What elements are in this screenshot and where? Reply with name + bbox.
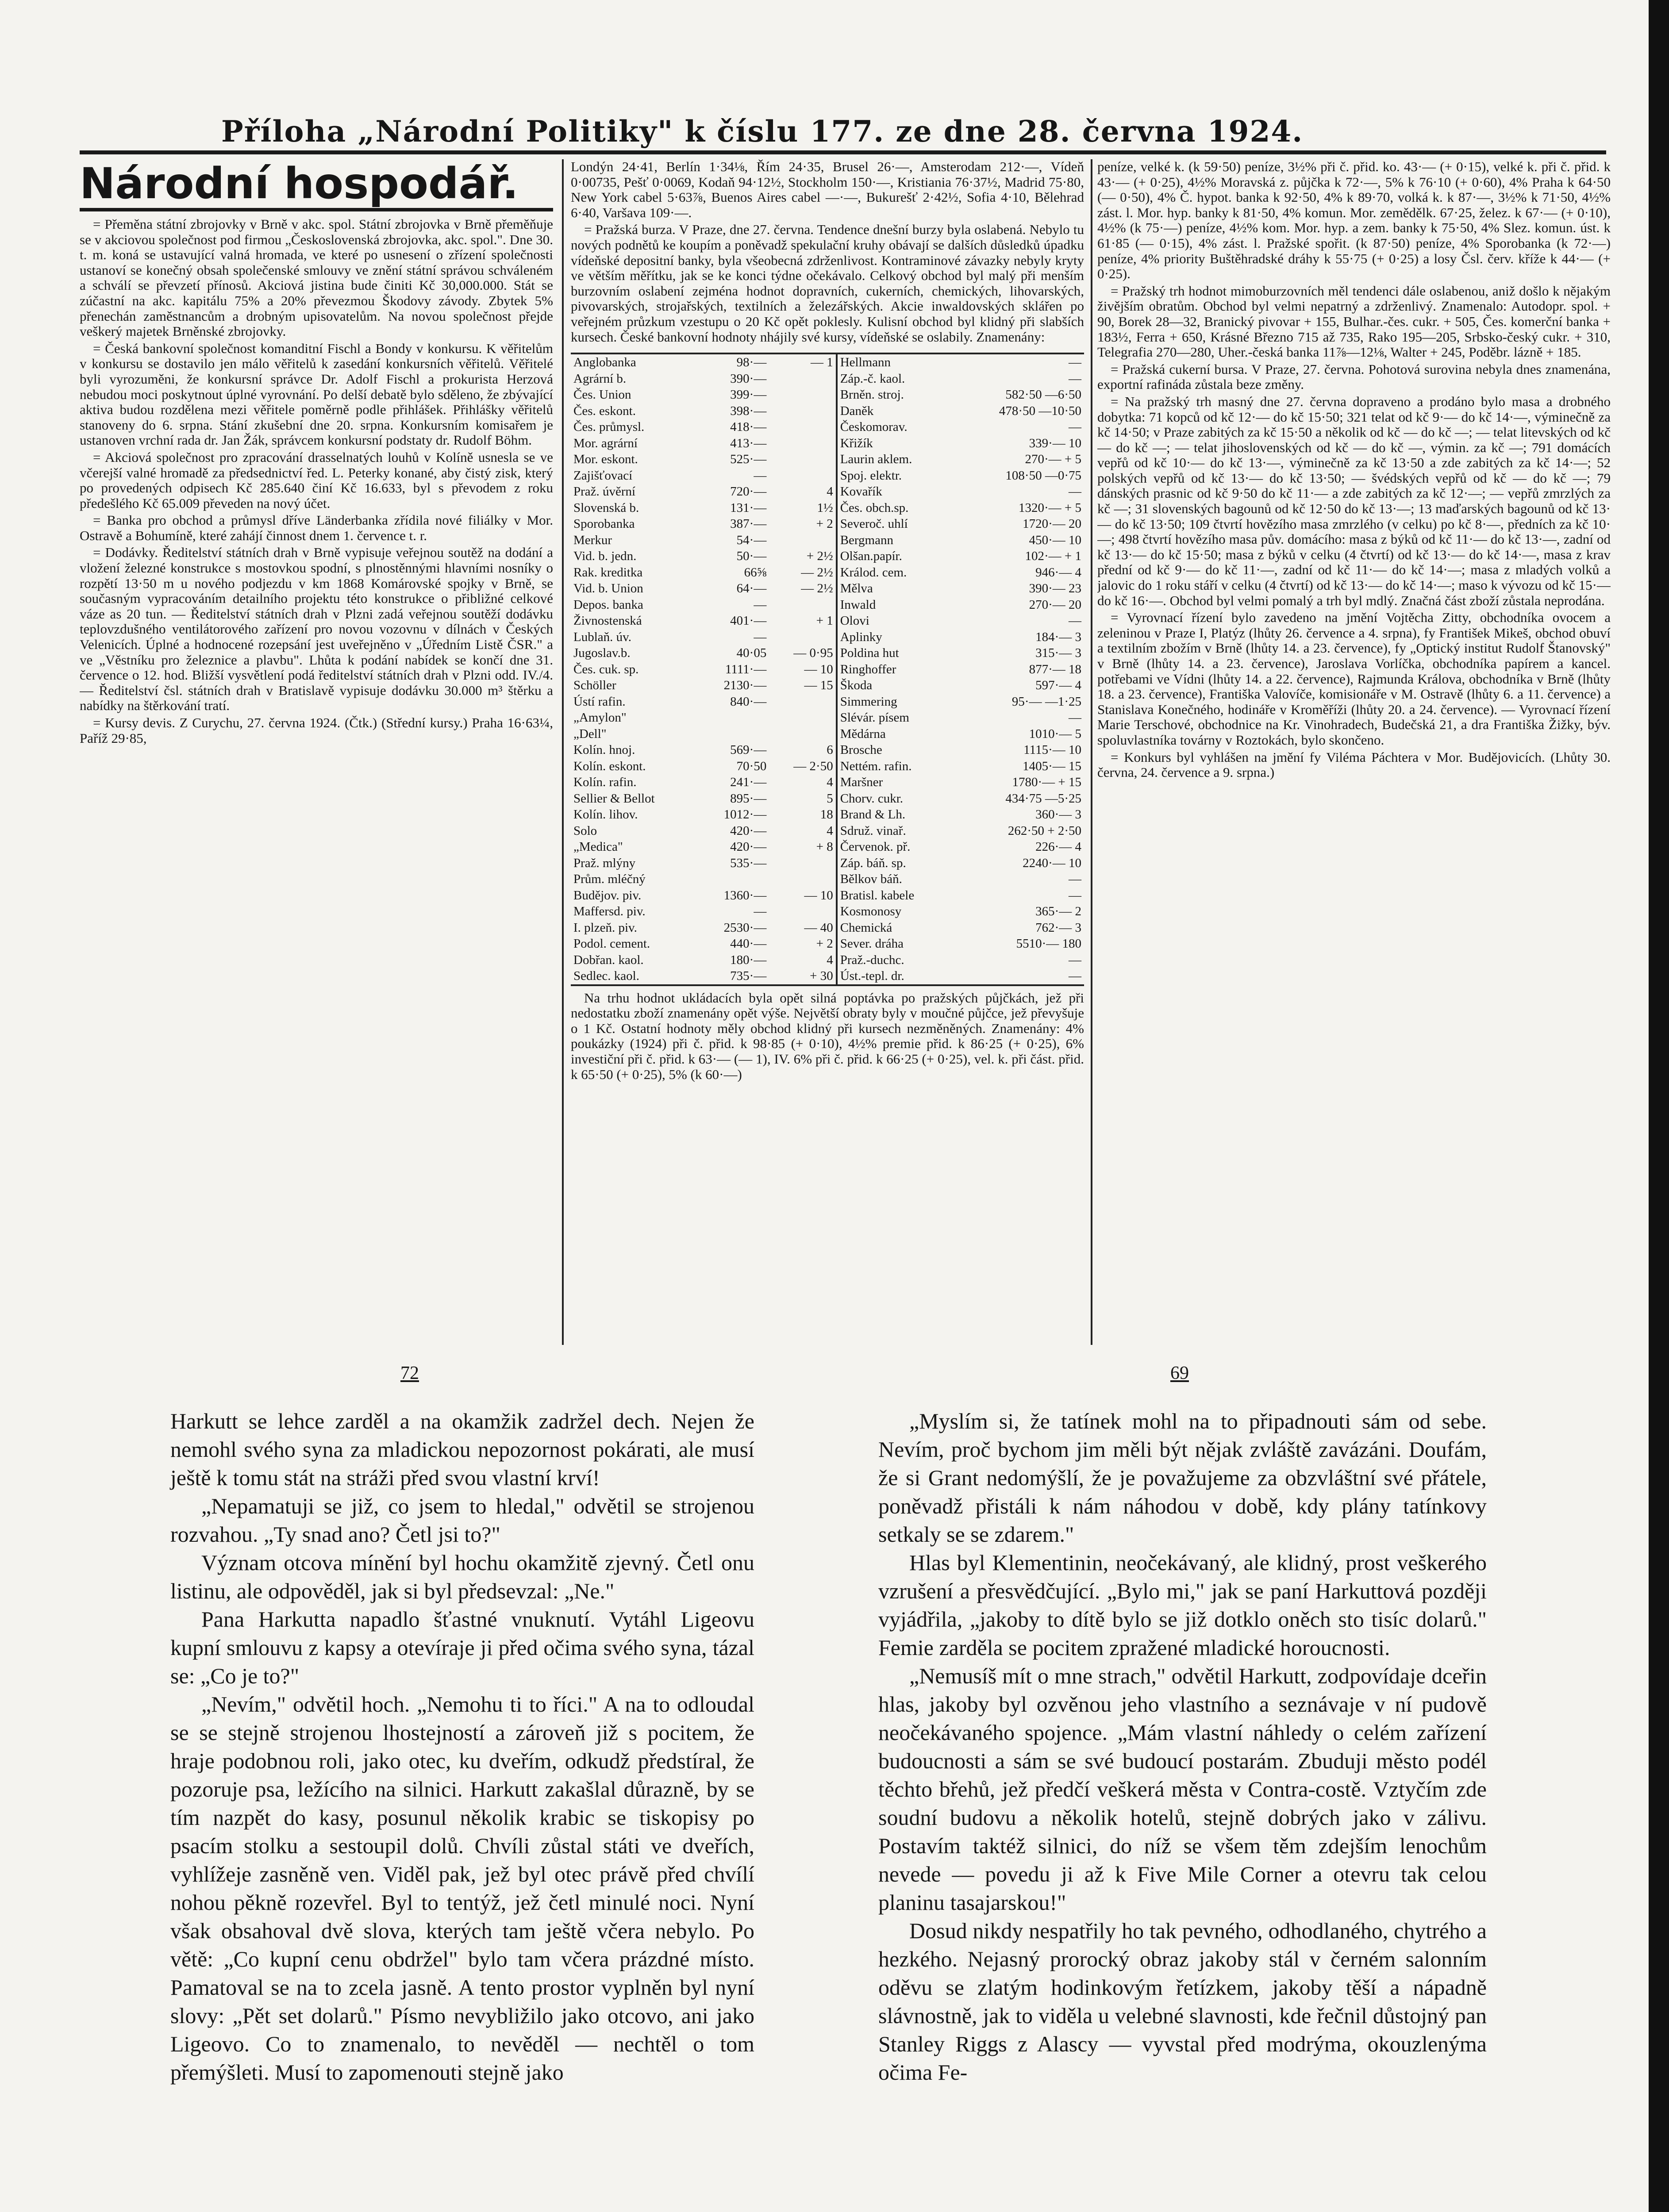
table-cell: Chemická [837,920,955,936]
table-cell: 50·— [736,549,767,564]
table-cell [769,419,836,435]
table-cell [769,403,836,419]
article: = Česká bankovní společnost komanditní Fischl a Bondy v konkursu. K věřitelům v konkursu se dostavilo jen málo věřitelů k zasedání konkursních věřitelů. Věřitelé byli vyrozuměni, že konkursní správce Dr. Adolf Fischl a prokurista Herzová nebudou moci poskytnout úplné vyrovnání. Po delší debatě bylo sděleno, že zbývající aktiva budou rozdělena mezi věřitele poměrně podle přihlášek. Přihlášky věřitelů stanoveny do 6. srpna. Stání zkušební dne 20. srpna. Konkursním komisařem je ustanoven vrchní rada dr. Jan Žák, správcem konkursní podstaty dr. Rudolf Böhm. [80,340,553,448]
table-cell: 946·— 4 [1035,565,1081,580]
column-markets [1097,159,1611,1354]
table-cell: Slévár. písem [837,710,955,726]
table-cell: 226·— 4 [1035,840,1081,854]
table-cell: Sever. dráha [837,936,955,952]
table-row [571,661,1084,678]
table-cell: 95·— —1·25 [1011,694,1081,709]
table-cell [769,435,836,452]
table-cell: — [754,597,767,612]
table-cell: — [1069,355,1081,370]
article: = Přeměna státní zbrojovky v Brně v akc. spol. Státní zbrojovka v Brně přeměňuje se v akciovou společnost pod firmou „Československá zbrojovka, akc. spol.". Dne 30. t. m. koná se ustavující valná hromada, ve které po usnesení o zřízení společnosti ustanoví se konečný obsah společenské smlouvy ve znění státní správou schváleném a schválí se převzetí přínosů. Akciová jistina bude činiti Kč 30,000.000. Stát se zúčastní na akc. kapitálu 75% a 20% převezmou Škodovy závody. Zbytek 5% přenechán zaměstnancům a drobným upisovatelům. Na novou společnost přejde veškerý majetek Brněnské zbrojovky. [80,216,553,339]
table-cell: 184·— 3 [1035,630,1081,644]
table-cell [769,903,836,920]
table-cell [769,387,836,403]
table-cell: Praž. úvěrní [573,484,636,499]
table-cell: — 2½ [801,581,833,596]
table-cell: 1320·— + 5 [1018,500,1081,515]
table-cell: Čes. eskont. [573,403,636,418]
table-cell: — [1069,872,1081,887]
table-cell: — [1069,710,1081,725]
table-cell [698,710,769,726]
table-cell: 98·— [736,355,767,370]
table-cell: Škoda [837,677,955,694]
table-cell: 1360·— [723,888,767,902]
table-cell: 420·— [730,840,767,854]
table-cell: 877·— 18 [1029,662,1081,676]
scan-edge [1649,0,1669,2212]
table-cell: 18 [820,807,833,822]
table-row [571,774,1084,791]
table-row [571,597,1084,613]
article: = Akciová společnost pro zpracování drasselnatých louhů v Kolíně usnesla se ve včerejší valné hromadě za předsednictví řed. L. Peterky konané, aby čistý zisk, který po provedených odpisech Kč 285.640 činí Kč 16.633, byl s převodem z roku předešlého Kč 65.009 převeden na nový účet. [80,449,553,511]
table-cell: Solo [573,823,597,838]
novel-page-right [878,1407,1487,2086]
article: peníze, velké k. (k 59·50) peníze, 3½% při č. přid. ko. 43·— (+ 0·15), velké k. při č. přid. k 43·— (+ 0·25), 4½% Moravská z. půjčka k 72·—, 5% k 76·10 (+ 0·60), 4% Praha k 64·50 (— 0·50), 4% Č. hypot. banka k 92·50, 4% k 89·70, volká k. k 87·—, 3½% k 71·50, 4½% zást. l. Mor. hyp. banky k 81·50, 4% komun. Mor. zemědělk. 67·25, želez. k 67·— (+ 0·10), 4½% (k 75·—) peníze, 4½% kom. Mor. hyp. a zem. banky k 75·50, 4% Slez. komun. úst. k 61·85 (— 0·15), 4% zást. l. Pražské spořit. (k 87·50) peníze, 4% Sporobanka (k 72·—) peníze, 4% priority Buštěhradské dráhy k 55·75 (+ 0·25) a losy Čsl. červ. kříže k 44·— (+ 0·25). [1097,159,1611,282]
table-cell: 413·— [730,436,767,450]
table-cell [769,629,836,645]
table-cell: Prům. mléčný [573,872,646,887]
table-cell: 4 [827,823,833,838]
table-row [571,353,1084,371]
table-cell: Bělkov báň. [837,871,955,887]
table-cell: 54·— [736,533,767,547]
section-title: Národní hospodář. [80,159,553,211]
table-cell: Ringhoffer [837,661,955,678]
table-cell: Daněk [837,403,955,419]
table-cell: 840·— [730,694,767,709]
table-cell: 180·— [730,952,767,967]
table-cell: 597·— 4 [1035,678,1081,693]
table-cell: Záp. báň. sp. [837,855,955,872]
table-cell: 262·50 + 2·50 [1008,823,1081,838]
table-cell: 1012·— [723,807,767,822]
table-cell: Kovařík [837,484,955,500]
table-cell: 315·— 3 [1035,646,1081,661]
table-cell: 64·— [736,581,767,596]
table-cell: Čes. průmysl. [573,420,645,434]
table-cell [769,694,836,710]
table-row [571,500,1084,516]
table-cell: Bergmann [837,532,955,549]
table-row [571,371,1084,387]
table-row [571,580,1084,597]
table-cell: 735·— [730,969,767,983]
table-cell: Anglobanka [573,355,636,370]
table-cell: Kolín. eskont. [573,759,646,773]
table-cell: Rak. kreditka [573,565,643,580]
column-divider-1 [562,159,564,1345]
table-cell: 6 [827,743,833,757]
table-row [571,532,1084,549]
table-cell: 582·50 —6·50 [1005,388,1081,402]
table-row [571,726,1084,742]
table-cell: Olšan.papír. [837,548,955,565]
table-cell: Maffersd. piv. [573,904,646,919]
column-divider-2 [1091,159,1092,1345]
table-cell: „Amylon" [573,710,627,725]
table-row [571,920,1084,936]
table-cell: Čes. cuk. sp. [573,662,639,676]
table-cell: + 30 [810,969,833,983]
table-cell: I. plzeň. piv. [573,920,637,935]
table-cell: 2130·— [723,678,767,693]
table-cell: 895·— [730,791,767,806]
table-cell: Sellier & Bellot [573,791,655,806]
table-row [571,823,1084,839]
table-row [571,936,1084,952]
table-cell: Lublaň. úv. [573,630,632,644]
table-cell: 5510·— 180 [1016,937,1081,951]
table-cell: Dobřan. kaol. [573,952,644,967]
table-cell: — [754,630,767,644]
table-cell: 525·— [730,452,767,467]
table-cell: Brosche [837,742,955,758]
table-cell: Křižík [837,435,955,452]
table-cell: 1111·— [725,662,767,676]
table-cell: 390·— [730,371,767,386]
table-cell: Brněn. stroj. [837,387,955,403]
table-cell: 390·— 23 [1029,581,1081,596]
table-row [571,645,1084,661]
table-cell: Schöller [573,678,616,693]
table-cell: 2240·— 10 [1023,856,1081,870]
table-cell: — 15 [804,678,833,693]
table-cell: Kolín. rafin. [573,775,637,790]
table-cell: 762·— 3 [1035,920,1081,935]
paragraph: Pana Harkutta napadlo šťastné vnuknutí. Vytáhl Ligeovu kupní smlouvu z kapsy a otevíraje ji před očima svého syna, tázal se: „Co je to?" [170,1607,754,1688]
table-cell: Inwald [837,597,955,613]
table-cell: 270·— + 5 [1025,452,1081,467]
table-cell: 5 [827,791,833,806]
table-row [571,871,1084,887]
article: = Pražská cukerní bursa. V Praze, 27. června. Pohotová surovina nebyla dnes znamenána, exportní rafináda zůstala beze změny. [1097,361,1611,392]
table-cell: Praž. mlýny [573,856,636,870]
header-rule [80,150,1606,154]
table-cell: Bratisl. kabele [837,887,955,904]
table-cell: 2530·— [723,920,767,935]
table-cell: 339·— 10 [1029,436,1081,450]
table-cell: — 40 [804,920,833,935]
table-cell: 40·05 [736,646,767,661]
article: = Vyrovnací řízení bylo zavedeno na jmění Vojtěcha Zitty, obchodníka ovocem a zeleninou v Praze I, Platýz (lhůty 26. července a 4. srpna), fy František Mikeš, obchod obuví a textilním zbožím v Brně (lhůty 14. a 23. července), fy „Optický institut Rudolf Štanovský" v Brně (lhůty 14. a 23. července), Jaroslava Vorlíčka, obchodníka papírem a kancel. potřebami ve Vídni (lhůty 14. a 22. července), Rajmunda Králova, obchodníka v Brně (lhůty 18. a 23. července), Františka Valovíče, komisionáře v M. Ostravě (lhůty 6. a 11. července) a Stanislava Konečného, hodináře v Kroměříži (lhůty 20. a 24. července). — Vyrovnací řízení Marie Terschové, obchodnice na Kr. Vinohradech, Budečská 21, a dra Františka Žižky, býv. spoluvlastníka továrny v Roztokách, bylo skončeno. [1097,610,1611,748]
table-cell [769,871,836,887]
column-exchange [571,159,1084,1354]
table-row [571,613,1084,629]
table-row [571,968,1084,985]
article: = Konkurs byl vyhlášen na jmění fy Viléma Páchtera v Mor. Budějovicích. (Lhůty 30. června, 24. července a 9. srpna.) [1097,749,1611,780]
table-row [571,548,1084,565]
paragraph: „Nevím," odvětil hoch. „Nemohu ti to říci." A na to odloudal se se stejně strojenou lhostejností a zároveň již s pocitem, že hraje podobnou roli, jako otec, ku dveřím, odkudž předstíral, že pozoruje psa, ležícího na silnici. Harkutt zakašlal důrazně, by se tím nazpět do kasy, posunul několik krabic se tiskopisy po psacím stolku a sestoupil dolů. Chvíli zůstal státi ve dveřích, vyhlížeje zasněně ven. Viděl pak, jež byl otec právě před chvílí nohou pěkně rozevřel. Byl to tentýž, jež četl minulé noci. Nyní však obsahoval dvě slova, kterých tam ještě včera nebylo. Po větě: „Co kupní cenu obdržel" bylo tam včera prázdné místo. Pamatoval se na to zcela jasně. A tento prostor vyplněn byl nyní slovy: „Pět set dolarů." Písmo nevybližilo jako otcovo, ani jako Ligeovo. Co to znamenalo, to nevěděl — nechtěl o tom přemýšleti. Musí to zapomenouti stejně jako [170,1692,754,2085]
paragraph: „Nemusíš mít o mne strach," odvětil Harkutt, zodpovídaje dceřin hlas, jakoby byl ozvěnou jeho vlastního a seznávaje v ní pudově neočekávaného spojence. „Mám vlastní náhledy o celém zařízení budoucnosti a sám se své budoucí postarám. Zbuduji město podél těchto břehů, jež předčí veškerá města v Contra-costě. Vztyčím zde soudní budovu a několik hotelů, stejně dobrých jako v zálivu. Postavím taktéž silnici, do níž se všem těm zdejším lenochům nevede — povedu ji až k Five Mile Corner a otevru tak celou planinu tasajarskou!" [878,1663,1487,1915]
market-quotes-table [571,353,1084,986]
table-row [571,952,1084,968]
table-cell: — [1069,969,1081,983]
table-cell: Brand & Lh. [837,806,955,823]
table-cell: — [1069,952,1081,967]
table-cell [769,726,836,742]
table-cell: — [754,468,767,483]
table-cell: Sedlec. kaol. [573,969,639,983]
table-cell: Olovi [837,613,955,629]
table-cell: — [1069,888,1081,902]
table-row [571,419,1084,435]
table-cell: — 10 [804,662,833,676]
article: = Na pražský trh masný dne 27. června dopraveno a prodáno bylo masa a drobného dobytka: 71 kopců od kč 12·— do kč 15·50; 321 telat od kč 9·— do kč 14·—, výminečně za kč 14·50; v Praze zabitých za kč 15·50 a několik od kč — do kč —; — telat litevských od kč — do kč —; — telat jihoslovenských od kč — do kč —, výmin. za kč —; 791 domácích vepřů od kč 10·— do kč 13·—, výminečně za kč 13·50 a zde zabitých za kč 14·—; 52 polských vepřů od kč 13·— do kč 13·50; — švédských vepřů od kč — do kč —; 79 dánských prasnic od kč 9·50 do kč 11·— a zde zabitých za kč 12·—; — vepřů zmrzlých za kč —; 31 slovenských bagounů od kč 12·50 do kč 13·—; 13 maďarských bagounů od kč 13·— do kč 13·50; 109 čtvrtí hovězího masa zmrzlého (v celku) po kč 8·—, předních za kč 10·—; 498 čtvrtí hovězího masa pův. domácího: masa z býků od kč 11·— do kč 13·—, zadní od kč 13·— do kč 15·50; masa z býků v celku (4 čtvrtí) od kč 13·— do kč 14·—, masa z krav přední od kč 9·— do kč 11·—, zadní od kč 11·— do kč 14·—; masa z mladých volků a jalovic do 1 roku stáří v celku (4 čtvrtí) od kč 13·— do kč 14·—; maso k vývozu od kč 15·— do kč 16·—. Obchod byl velmi pomalý a trh byl mdlý. Značná část zboží zůstala neprodána. [1097,393,1611,608]
table-cell [769,855,836,872]
table-cell: „Dell" [573,726,607,741]
article: = Kursy devis. Z Curychu, 27. června 1924. (Čtk.) (Střední kursy.) Praha 16·63¼, Paříž 29·85, [80,715,553,746]
table-cell [769,468,836,484]
table-cell: + 2 [816,517,833,531]
table-cell: Mor. agrární [573,436,638,450]
table-cell: — 1 [810,355,833,370]
table-cell: Poldina hut [837,645,955,661]
article: = Dodávky. Ředitelství státních drah v Brně vypisuje veřejnou soutěž na dodání a vložení železné konstrukce s mostovkou spodní, s plnostěnnými hlavními nosníky o rozpětí 13·50 m u nového podjezdu v km 1868 Komárovské spojky v Brně, se současným vypracováním detailního projektu této konstrukce o přibližné celkové váze as 20 tun. — Ředitelství státních drah v Plzni zadá veřejnou soutěží dodávku teplovzdušného ventilátorového zařízení pro novou vozovnu v dílnách v Českých Velenicích. Úplné a hodnocené rozepsání jest uveřejněno v „Úředním Listě ČSR." a ve „Věstníku pro železnice a plavbu". Lhůta k podání nabídek se končí dne 31. července o 12. hod. Bližší vysvětlení podá ředitelství státních drah v Plzni odd. IV./4. — Ředitelství čsl. státních drah v Bratislavě vypisuje dodávku 30.000 m³ štěrku a nabídky na štěrkování tratí. [80,545,553,714]
table-cell: Agrární b. [573,371,627,386]
table-cell: 450·— 10 [1029,533,1081,547]
table-cell: 1405·— 15 [1023,759,1081,773]
table-cell: 4 [827,484,833,499]
table-cell: 4 [827,952,833,967]
paragraph: Harkutt se lehce zarděl a na okamžik zadržel dech. Nejen že nemohl svého syna za mladickou nepozornost pokárati, ale musí ještě k tomu stát na stráži před svou vlastní krví! [170,1409,754,1490]
table-row [571,887,1084,904]
table-cell [698,871,769,887]
table-cell: 387·— [730,517,767,531]
table-cell: Kolín. hnoj. [573,743,635,757]
table-row [571,387,1084,403]
table-cell: 4 [827,775,833,790]
table-cell: Slovenská b. [573,500,639,515]
table-cell: Mor. eskont. [573,452,638,467]
paragraph: Význam otcova mínění byl hochu okamžitě zjevný. Četl onu listinu, ale odpověděl, jak si byl předsevzal: „Ne." [170,1550,754,1603]
table-cell: Maršner [837,774,955,791]
table-cell: Kosmonosy [837,903,955,920]
table-cell: — [1069,614,1081,628]
table-cell: — [1069,484,1081,499]
table-cell: Depos. banka [573,597,643,612]
table-cell: — [1069,420,1081,434]
table-row [571,565,1084,581]
table-cell [769,532,836,549]
table-row [571,484,1084,500]
table-cell: Českomorav. [837,419,955,435]
table-row [571,677,1084,694]
table-cell: Sdruž. vinař. [837,823,955,839]
table-cell: Chorv. cukr. [837,791,955,807]
table-cell: — 2·50 [793,759,833,773]
table-cell: Čes. obch.sp. [837,500,955,516]
table-cell: 1115·— 10 [1023,743,1081,757]
table-cell: 1780·— + 15 [1012,775,1081,790]
table-cell [769,451,836,468]
table-cell: Králod. cem. [837,565,955,581]
table-cell: 241·— [730,775,767,790]
table-cell: 1720·— 20 [1023,517,1081,531]
table-cell: Mědárna [837,726,955,742]
table-cell: 360·— 3 [1035,807,1081,822]
table-row [571,855,1084,872]
table-cell [769,371,836,387]
table-row [571,451,1084,468]
table-cell: 102·— + 1 [1025,549,1081,564]
article: = Pražská burza. V Praze, dne 27. června. Tendence dnešní burzy byla oslabená. Nebylo tu nových podnětů ke koupím a poněvadž spekulační kruhy obávají se dalších důsledků úpadku vídeňské depositní banky, byla všeobecná zdrženlivost. Kontraminové závazky nebyly kryty ve větším měřítku, jak se ke konci týdne očekávalo. Celkový obchod byl malý při menším burzovním oslabení zejména hodnot dopravních, cukerních, chemických, lihovarských, pivovarských, strojařských, textilních a železářských. Akcie inwaldovských sklářen po veřejném průzkum vzestupu o 20 Kč opět poklesly. Kulisní obchod byl klidný při slabších kursech. České bankovní hodnoty nhájily své kursy, vídeňské se oslabily. Znamenány: [571,222,1084,345]
table-cell: — [754,904,767,919]
table-cell: Kolín. lihov. [573,807,638,822]
table-cell: 365·— 2 [1035,904,1081,919]
table-cell: Sporobanka [573,517,635,531]
table-cell: 399·— [730,388,767,402]
masthead: Příloha „Národní Politiky" k číslu 177. ze dne 28. června 1924. [221,114,1304,149]
table-cell: 131·— [730,500,767,515]
table-cell: Jugoslav.b. [573,646,631,661]
table-row [571,435,1084,452]
table-cell: 270·— 20 [1029,597,1081,612]
table-cell: — [1069,371,1081,386]
table-cell: Podol. cement. [573,937,650,951]
table-cell: Simmering [837,694,955,710]
paragraph: Dosud nikdy nespatřily ho tak pevného, odhodlaného, chytrého a hezkého. Nejasný prorocký obraz jakoby stál v černém salonním oděvu se zlatým hodinkovým řetízkem, jakoby těší a nápadně slávnostně, jak to viděla u velebné slavnosti, kde řečnil důstojný pan Stanley Riggs z Alascy — vyvstal před modrýma, okouzlenýma očima Fe- [878,1918,1487,2085]
table-cell: + 8 [816,840,833,854]
table-cell: 108·50 —0·75 [1005,468,1081,483]
table-cell: 478·50 —10·50 [999,403,1081,418]
table-cell: 569·— [730,743,767,757]
table-cell [769,710,836,726]
paragraph: „Myslím si, že tatínek mohl na to připadnouti sám od sebe. Nevím, proč bychom jim měli být nějak zvláště zavázáni. Doufám, že si Grant nedomýšlí, že je považujeme za obzvláštní své přátele, poněvadž přistáli k nám náhodou v době, kdy plány tatínkovy setkaly se se zdarem." [878,1409,1487,1547]
table-cell: Aplinky [837,629,955,645]
table-cell: 535·— [730,856,767,870]
table-cell: 66⅝ [744,565,767,580]
table-cell: Úst.-tepl. dr. [837,968,955,985]
table-cell [698,726,769,742]
table-cell: Laurin aklem. [837,451,955,468]
table-cell: Praž.-duchc. [837,952,955,968]
table-cell: Ústí rafin. [573,694,626,709]
table-cell: + 2 [816,937,833,951]
table-row [571,758,1084,775]
table-cell: 70·50 [736,759,767,773]
table-cell: Hellmann [837,353,955,371]
table-cell: — 10 [804,888,833,902]
table-row [571,694,1084,710]
article: Na trhu hodnot ukládacích byla opět silná poptávka po pražských půjčkách, jež při nedostatku zboží znamenány opět výše. Největší obraty byly v moučné půjčce, jež převyšuje o 1 Kč. Ostatní hodnoty měly obchod klidný při kursech nezměněných. Znamenány: 4% poukázky (1924) při č. přid. k 98·85 (+ 0·10), 4½% premie přid. k 86·25 (+ 0·25), 6% investiční při č. přid. k 63·— (— 1), IV. 6% při č. přid. k 66·25 (+ 0·25), vel. k. při část. přid. k 65·50 (+ 0·25), 5% (k 60·—) [571,990,1084,1082]
table-cell: Spoj. elektr. [837,468,955,484]
column-economy [80,159,553,1354]
table-cell: 440·— [730,937,767,951]
page-number-left: 72 [400,1363,419,1383]
table-cell: Zajišťovací [573,468,633,483]
table-cell: 720·— [730,484,767,499]
table-cell: + 1 [816,614,833,628]
paragraph: „Nepamatuji se již, co jsem to hledal," odvětil se strojenou rozvahou. „Ty snad ano? Četl jsi to?" [170,1494,754,1547]
table-row [571,710,1084,726]
table-cell: Vid. b. Union [573,581,643,596]
table-row [571,629,1084,645]
table-cell [769,597,836,613]
table-cell: 401·— [730,614,767,628]
table-cell: Mělva [837,580,955,597]
article: = Banka pro obchod a průmysl dříve Länderbanka zřídila nové filiálky v Mor. Ostravě a Bohumíně, které zahájí činnost dnem 1. července t. r. [80,512,553,543]
table-row [571,742,1084,758]
paragraph: Hlas byl Klementinin, neočekávaný, ale klidný, prost veškerého vzrušení a přesvědčující. „Bylo mi," jak se paní Harkuttová později vyjádřila, „jakoby to dítě bylo se již dotklo oněch sto tisíc dolarů." Femie zarděla se pocitem zpražené mladické horoucnosti. [878,1550,1487,1660]
table-cell: 418·— [730,420,767,434]
page-number-right: 69 [1170,1363,1189,1383]
table-cell: Vid. b. jedn. [573,549,637,564]
table-cell: — 2½ [801,565,833,580]
table-cell: Záp.-č. kaol. [837,371,955,387]
table-cell: Nettém. rafin. [837,758,955,775]
table-row [571,791,1084,807]
table-row [571,403,1084,419]
table-cell: Severoč. uhlí [837,516,955,532]
table-cell: Budějov. piv. [573,888,642,902]
table-row [571,839,1084,855]
table-row [571,903,1084,920]
table-cell: — 0·95 [793,646,833,661]
table-row [571,806,1084,823]
novel-page-left [170,1407,754,2086]
article: = Pražský trh hodnot mimoburzovních měl tendenci dále oslabenou, aniž došlo k nějakým živějším obratům. Obchod byl velmi nepatrný a zdrženlivý. Znamenalo: Autodopr. spol. + 90, Borek 28—32, Branický pivovar + 155, Bulhar.-čes. cukr. + 505, Čes. komerční banka + 183½, Ferra + 650, Krásné Březno 715 až 735, Rako 195—205, Srbsko-český cukr. + 310, Telegrafia 270—280, Uher.-česká banka 11⅞—12⅛, Walter + 245, Poděbr. lázně + 185. [1097,283,1611,360]
table-row [571,468,1084,484]
table-cell: 1½ [817,500,833,515]
table-cell: 434·75 —5·25 [1005,791,1081,806]
table-cell: Červenok. př. [837,839,955,855]
table-cell: 398·— [730,403,767,418]
table-cell: „Medica" [573,840,623,854]
table-cell: 1010·— 5 [1029,726,1081,741]
table-cell: Živnostenská [573,614,642,628]
table-cell: Čes. Union [573,388,631,402]
table-cell: 420·— [730,823,767,838]
currency-rates: Londýn 24·41, Berlín 1·34⅛, Řím 24·35, Brusel 26·—, Amsterodam 212·—, Vídeň 0·00735, Pešť 0·0069, Kodaň 94·12½, Stockholm 150·—, Kristiania 76·37½, Madrid 75·80, New York cabel 5·63⅞, Buenos Aires cabel —·—, Bukurešť 2·42½, Sofia 4·10, Bělehrad 6·40, Varšava 109·—. [571,159,1084,220]
table-cell: + 2½ [806,549,833,564]
table-row [571,516,1084,532]
table-cell: Merkur [573,533,612,547]
